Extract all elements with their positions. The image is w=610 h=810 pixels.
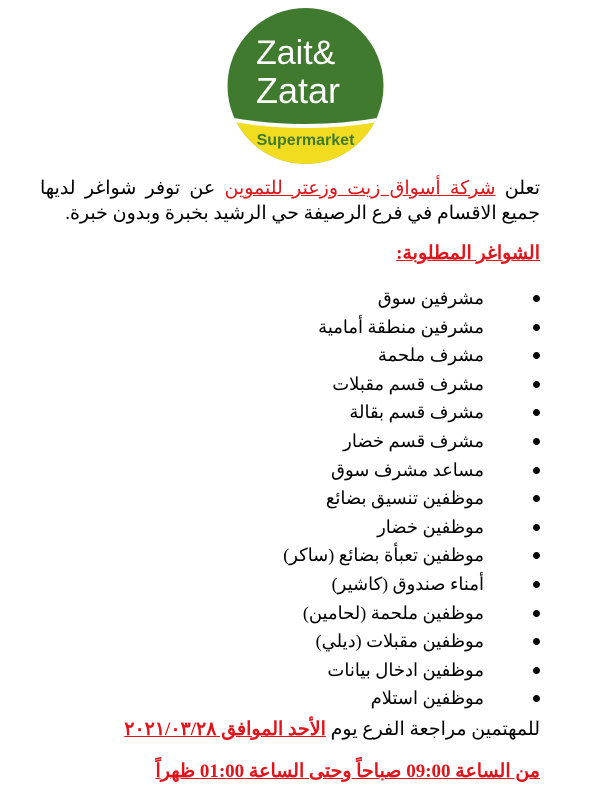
list-item [283,427,540,456]
visit-text: للمهتمين مراجعة الفرع يوم [325,719,540,740]
bullet-icon [533,638,540,645]
list-item [283,284,540,313]
logo-line2: Zatar [256,70,341,111]
list-item [283,456,540,485]
bullet-icon [533,495,540,502]
intro-prefix: تعلن [495,178,540,199]
job-title: مشرف قسم بقالة [349,402,484,423]
bullet-icon [533,467,540,474]
job-title: موظفين ملحمة (لحامين) [302,602,484,623]
list-item [283,398,540,427]
company-name: شركة أسواق زيت وزعتر للتموين [224,178,496,199]
list-item [283,599,540,628]
list-item [283,513,540,542]
job-title: مشرف ملحمة [377,345,484,366]
bullet-icon [533,352,540,359]
job-title: موظفين تعبأة بضائع (ساكر) [283,545,484,566]
bullet-icon [533,667,540,674]
bullet-icon [533,695,540,702]
list-item [283,684,540,713]
list-item [283,484,540,513]
job-title: موظفين مقبلات (ديلي) [315,631,484,652]
vacancies-heading: الشواغر المطلوبة: [396,243,540,264]
vacancies-list [283,284,540,713]
job-title: مساعد مشرف سوق [330,459,484,480]
list-item [283,313,540,342]
visit-line [124,718,540,741]
job-title: مشرفين منطقة أمامية [318,316,484,337]
zait-zatar-logo [222,6,389,166]
bullet-icon [533,295,540,302]
job-title: مشرف قسم خضار [343,430,484,451]
list-item [283,570,540,599]
job-title: موظفين خضار [377,516,484,537]
job-title: مشرفين سوق [377,288,484,308]
bullet-icon [533,438,540,445]
job-title: أمناء صندوق (كاشير) [331,573,484,594]
list-item [283,541,540,570]
logo-tagline: Supermarket [256,132,355,149]
list-item [283,627,540,656]
job-title: مشرف قسم مقبلات [332,373,484,394]
logo-line1: Zait& [256,34,336,72]
job-title: موظفين تنسيق بضائع [325,488,484,509]
job-title: موظفين ادخال بيانات [327,659,484,680]
intro-suffix: عن توفر شواغر لديها جميع الاقسام في فرع الرصيفة حي الرشيد بخبرة وبدون خبرة. [40,178,540,224]
visit-date: الأحد الموافق ٢٠٢١/٠٣/٢٨ [124,719,326,740]
job-title: موظفين استلام [370,688,484,709]
bullet-icon [533,524,540,531]
bullet-icon [533,581,540,588]
list-item [283,656,540,685]
intro-paragraph [40,176,540,226]
bullet-icon [533,409,540,416]
bullet-icon [533,324,540,331]
bullet-icon [533,381,540,388]
list-item [283,370,540,399]
bullet-icon [533,552,540,559]
bullet-icon [533,610,540,617]
visit-hours: من الساعة 09:00 صباحاً وحتى الساعة 01:00 ظهراً [155,761,540,782]
list-item [283,341,540,370]
